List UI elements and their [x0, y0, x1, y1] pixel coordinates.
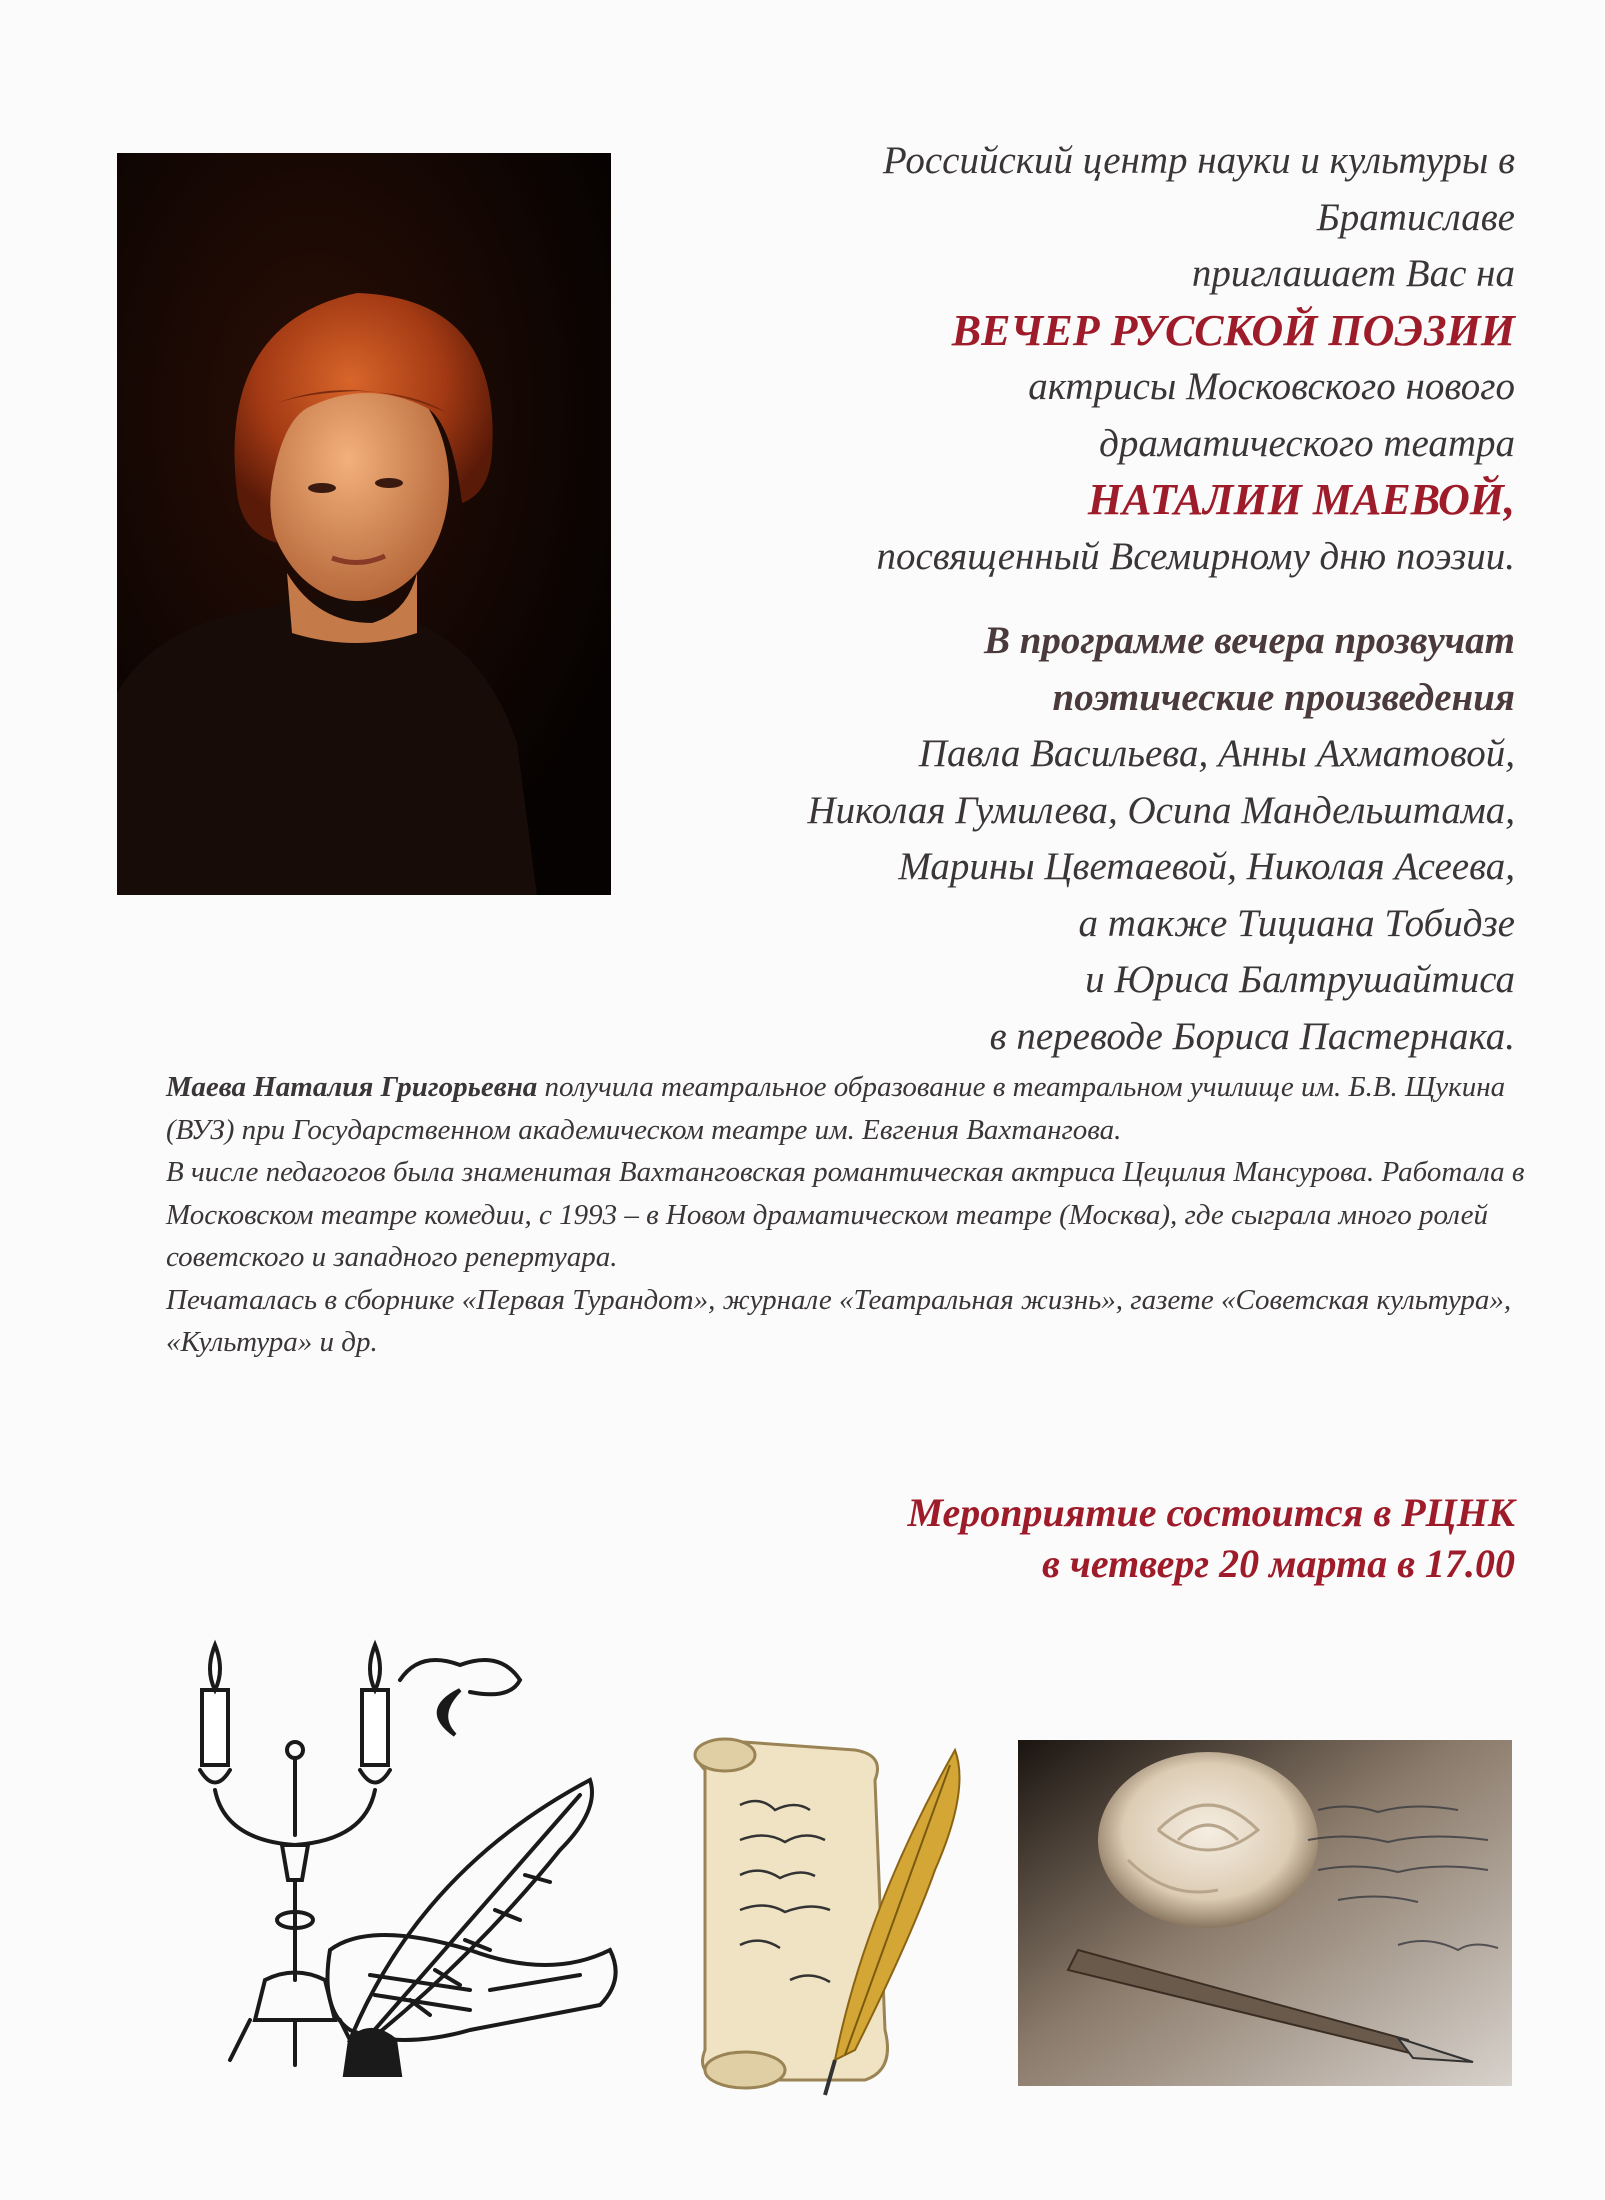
program-heading-1: В программе вечера прозвучат [983, 619, 1515, 662]
poets-line: Николая Гумилева, Осипа Мандельштама, [807, 788, 1515, 832]
actress-theatre-line-1: актрисы Московского нового [1028, 365, 1515, 408]
poets-line: Павла Васильева, Анны Ахматовой, [918, 732, 1515, 775]
event-venue: Мероприятие состоится в РЦНК [907, 1490, 1515, 1535]
bio-paragraph-2: В числе педагогов была знаменитая Вахтанговская романтическая актриса Цецилия Мансурова. Работала в Московском театре комедии, с 1993 – в Новом драматическом театре (Москва), где сыграла много ролей советского и западного репертуара. [166, 1156, 1525, 1273]
poets-line: а также Тициана Тобидзе [1078, 901, 1515, 945]
organizer-line-1: Российский центр науки и культуры в [882, 139, 1515, 182]
bio-name: Маева Наталия Григорьевна [166, 1071, 538, 1103]
bio-text-1: получила театральное образование в театральном училище им. Б.В. Щукина (ВУЗ) при Государственном академическом театре им. Евгения Вахтангова. [166, 1071, 1506, 1146]
event-details [620, 1487, 1515, 1589]
invite-line: приглашает Вас на [1191, 252, 1515, 295]
bio-paragraph-3: Печаталась в сборнике «Первая Турандот», журнале «Театральная жизнь», газете «Советская культура», «Культура» и др. [166, 1283, 1512, 1358]
rose-and-pen-photo [1018, 1740, 1512, 2086]
poets-line: Марины Цветаевой, Николая Асеева, [898, 845, 1515, 888]
parchment-golden-quill-illustration [685, 1730, 975, 2110]
event-title: ВЕЧЕР РУССКОЙ ПОЭЗИИ [951, 305, 1515, 355]
poets-line: и Юриса Балтрушайтиса [1085, 958, 1515, 1001]
program-heading-2: поэтические произведения [1052, 675, 1515, 719]
candlestick-quill-illustration [170, 1620, 650, 2090]
invitation-header [620, 133, 1515, 1065]
bio-paragraph-1 [166, 1066, 1536, 1151]
actress-name: НАТАЛИИ МАЕВОЙ, [1087, 475, 1515, 524]
program-block [620, 613, 1515, 1065]
actress-theatre-line-2: драматического театра [1099, 421, 1515, 465]
event-datetime: в четверг 20 марта в 17.00 [1042, 1541, 1515, 1586]
biography [166, 1066, 1536, 1364]
poets-line: в переводе Бориса Пастернака. [989, 1014, 1515, 1058]
organizer-line-2: Братиславе [1316, 195, 1515, 239]
dedication-line: посвященный Всемирному дню поэзии. [876, 534, 1515, 578]
actress-portrait-photo [117, 153, 611, 895]
